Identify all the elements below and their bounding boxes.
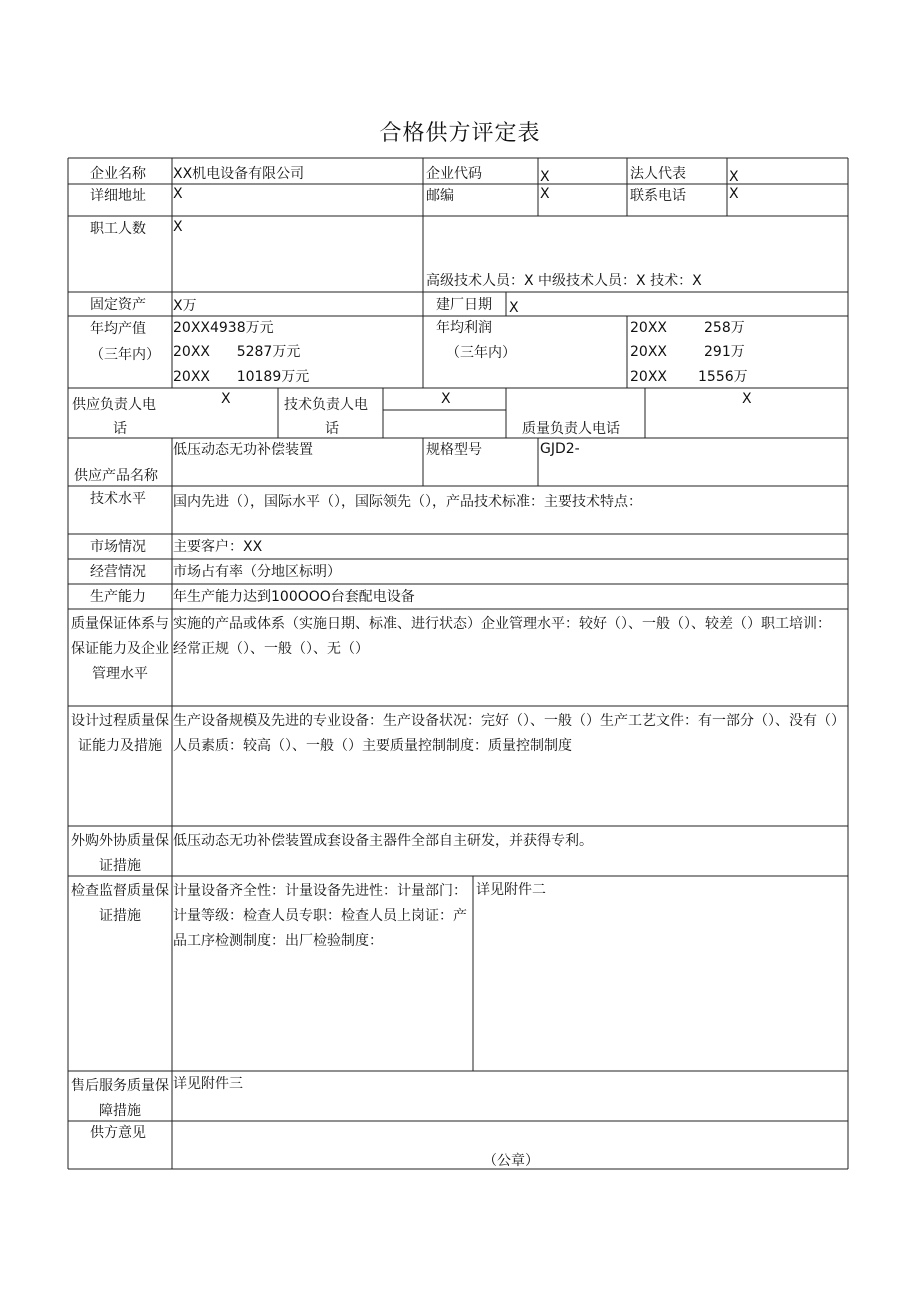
operation-value: 市场占有率（分地区标明） bbox=[173, 564, 341, 580]
profit-year-1: 20XX bbox=[630, 320, 667, 336]
product-name-label: 供应产品名称 bbox=[74, 468, 158, 484]
profit-year-2: 20XX bbox=[630, 344, 667, 360]
quality-system-label: 质量保证体系与保证能力及企业管理水平 bbox=[71, 616, 169, 682]
founded-date-label: 建厂日期 bbox=[436, 297, 492, 313]
fixed-assets-label: 固定资产 bbox=[90, 297, 146, 313]
tech-manager-label-cont: 话 bbox=[325, 421, 339, 437]
company-code-value: X bbox=[540, 169, 550, 185]
annual-profit-label-sub: （三年内） bbox=[446, 345, 516, 361]
market-value: 主要客户：XX bbox=[173, 539, 263, 555]
supply-manager-label: 供应负责人电 bbox=[72, 397, 156, 413]
address-label: 详细地址 bbox=[90, 188, 146, 204]
operation-label: 经营情况 bbox=[90, 564, 146, 580]
staff-count-label: 职工人数 bbox=[90, 221, 146, 237]
tech-manager-label: 技术负责人电 bbox=[284, 397, 368, 413]
supply-manager-label-cont: 话 bbox=[113, 421, 127, 437]
profit-year-3: 20XX bbox=[630, 369, 667, 385]
annual-profit-label: 年均利润 bbox=[436, 320, 492, 336]
outsourcing-label: 外购外协质量保证措施 bbox=[71, 833, 169, 874]
model-label: 规格型号 bbox=[426, 442, 482, 458]
market-label: 市场情况 bbox=[90, 539, 146, 555]
supplier-opinion-label: 供方意见 bbox=[90, 1125, 146, 1141]
design-quality-label: 设计过程质量保证能力及措施 bbox=[71, 713, 169, 754]
postcode-value: X bbox=[540, 186, 550, 202]
phone-label: 联系电话 bbox=[630, 188, 686, 204]
annual-output-label-sub: （三年内） bbox=[90, 347, 160, 363]
outsourcing-value: 低压动态无功补偿装置成套设备主器件全部自主研发，并获得专利。 bbox=[173, 833, 593, 849]
inspection-note: 详见附件二 bbox=[476, 882, 546, 898]
company-name-label: 企业名称 bbox=[90, 166, 146, 182]
quality-manager-label: 质量负责人电话 bbox=[522, 421, 620, 437]
official-seal-label: （公章） bbox=[483, 1153, 539, 1169]
inspection-value: 计量设备齐全性：计量设备先进性：计量部门：计量等级：检查人员专职：检查人员上岗证：产品工序检测制度：出厂检验制度： bbox=[173, 883, 467, 949]
tech-level-value: 国内先进（），国际水平（），国际领先（），产品技术标准：主要技术特点： bbox=[173, 494, 642, 510]
address-value: X bbox=[173, 186, 183, 202]
profit-amount-3: 1556万 bbox=[698, 369, 748, 385]
phone-value: X bbox=[729, 186, 739, 202]
profit-amount-2: 291万 bbox=[704, 344, 745, 360]
fixed-assets-value: X万 bbox=[173, 298, 197, 314]
postcode-label: 邮编 bbox=[426, 188, 454, 204]
output-year-1: 20XX4938万元 bbox=[173, 320, 274, 336]
legal-rep-label: 法人代表 bbox=[630, 166, 686, 182]
model-value: GJD2- bbox=[540, 441, 580, 457]
tech-manager-phone: X bbox=[441, 391, 451, 407]
capacity-value: 年生产能力达到100OOO台套配电设备 bbox=[173, 589, 415, 605]
output-year-3: 20XX 10189万元 bbox=[173, 369, 310, 385]
profit-amount-1: 258万 bbox=[704, 320, 745, 336]
form-title: 合格供方评定表 bbox=[379, 121, 541, 146]
annual-output-label: 年均产值 bbox=[90, 321, 146, 337]
after-sales-label: 售后服务质量保障措施 bbox=[71, 1078, 169, 1119]
tech-staff-breakdown: 高级技术人员：X 中级技术人员：X 技术：X bbox=[426, 273, 702, 289]
company-name-value: XX机电设备有限公司 bbox=[173, 166, 305, 182]
quality-system-value: 实施的产品或体系（实施日期、标准、进行状态）企业管理水平：较好（）、一般（）、较差（）职工培训：经常正规（）、一般（）、无（） bbox=[173, 616, 831, 657]
supply-manager-phone: X bbox=[221, 391, 231, 407]
inspection-label: 检查监督质量保证措施 bbox=[71, 883, 169, 924]
founded-date-value: X bbox=[509, 300, 519, 316]
capacity-label: 生产能力 bbox=[90, 589, 146, 605]
product-name-value: 低压动态无功补偿装置 bbox=[173, 442, 313, 458]
tech-level-label: 技术水平 bbox=[90, 491, 146, 507]
design-quality-value: 生产设备规模及先进的专业设备：生产设备状况：完好（）、一般（）生产工艺文件：有一部分（）、没有（）人员素质：较高（）、一般（）主要质量控制制度：质量控制制度 bbox=[173, 713, 838, 754]
company-code-label: 企业代码 bbox=[426, 166, 482, 182]
staff-count-value: X bbox=[173, 219, 183, 235]
output-year-2: 20XX 5287万元 bbox=[173, 344, 301, 360]
quality-manager-phone: X bbox=[742, 391, 752, 407]
legal-rep-value: X bbox=[729, 169, 739, 185]
after-sales-value: 详见附件三 bbox=[173, 1076, 243, 1092]
